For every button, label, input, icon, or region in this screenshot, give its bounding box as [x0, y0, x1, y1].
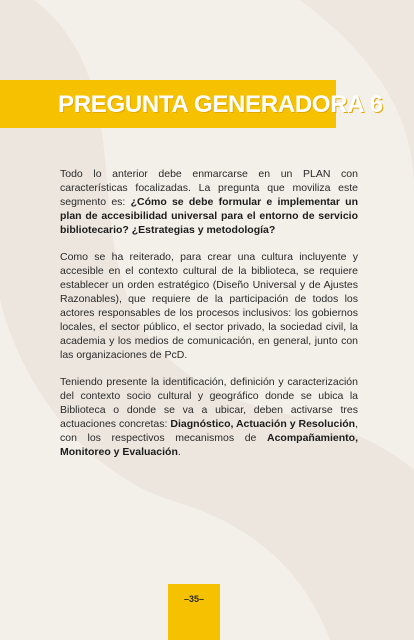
text-segment: Teniendo presente la identificación, definición y caracterización del contexto socio cultural y geográfico donde se ubica la Biblioteca o donde se va a ubicar, deben activarse tres actuaciones concretas:	[60, 376, 358, 430]
page-number: –35–	[183, 594, 205, 604]
text-segment: Todo lo anterior debe enmarcarse en un PLAN con características focalizadas. La pregunta que moviliza este segmento es:	[60, 168, 358, 208]
text-segment: .	[177, 446, 181, 458]
text-segment: Como se ha reiterado, para crear una cultura incluyente y accesible en el contexto cultural de la biblioteca, se requiere establecer un orden estratégico (Diseño Universal y de Ajustes Razonables), que requiere de la participación de todos los actores responsables de los procesos inclusivos: los gobiernos locales, el sector público, el sector privado, la sociedad civil, la academia y los medios de comunicación, en general, junto con las organizaciones de PcD.	[60, 251, 358, 361]
body-text	[60, 167, 358, 472]
bold-text-segment: Acompañamiento, Monitoreo y Evaluación	[60, 432, 358, 458]
bold-text-segment: Diagnóstico, Actuación y Resolución	[170, 418, 356, 430]
bold-text-segment: ¿Cómo se debe formular e implementar un plan de accesibilidad universal para el entorno de servicio bibliotecario? ¿Estrategias y metodología?	[60, 196, 358, 236]
text-segment: , con los respectivos mecanismos de	[60, 418, 359, 444]
paragraph	[60, 250, 358, 362]
page-heading: PREGUNTA GENERADORA 6	[58, 91, 383, 118]
footer-bar	[168, 584, 220, 640]
paragraph	[60, 167, 358, 237]
paragraph	[60, 375, 358, 459]
